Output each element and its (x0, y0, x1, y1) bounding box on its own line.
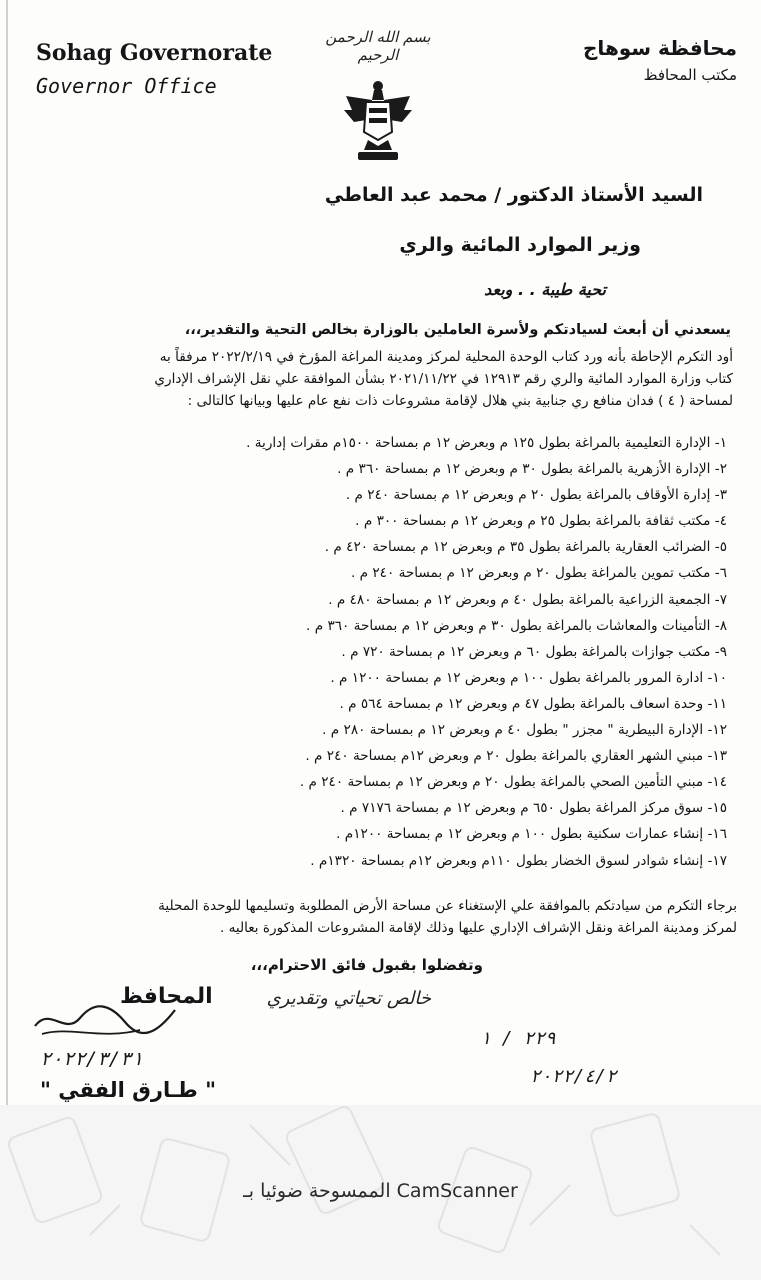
handwritten-note: خالص تحياتي وتقديري (266, 988, 431, 1009)
paragraph-line: كتاب وزارة الموارد المائية والري رقم ١٢٩١٣ في ٢٠٢١/١١/٢٢ بشأن الموافقة علي نقل الإشراف الإداري (154, 371, 733, 387)
greeting-line: تحية طيبة . . وبعد (484, 280, 606, 299)
list-item: ٧- الجمعية الزراعية بالمراغة بطول ٤٠ م وبعرض ١٢ م بمساحة ٤٨٠ م . (328, 591, 727, 608)
signature-title: المحافظ (120, 984, 213, 1009)
camscanner-label (0, 1180, 761, 1202)
list-item: ٨- التأمينات والمعاشات بالمراغة بطول ٣٠ م وبعرض ١٢ م بمساحة ٣٦٠ م . (306, 617, 727, 634)
closing-line: برجاء التكرم من سيادتكم بالموافقة علي الإستغناء عن مساحة الأرض المطلوبة وتسليمها للوحدة المحلية (158, 898, 737, 914)
list-item: ٣- إدارة الأوقاف بالمراغة بطول ٢٠ م وبعرض ١٢ م بمساحة ٢٤٠ م . (345, 487, 727, 504)
office-name-ar: مكتب المحافظ (643, 66, 737, 84)
list-item: ١١- وحدة اسعاف بالمراغة بطول ٤٧ م وبعرض ١٢ م بمساحة ٥٦٤ م . (339, 695, 727, 712)
regards-line: وتفضلوا بقبول فائق الاحترام،،، (250, 956, 483, 974)
governor-name: " طـارق الفقي " (40, 1078, 217, 1102)
list-item: ١٥- سوق مركز المراغة بطول ٦٥٠ م وبعرض ١٢ م بمساحة ٧١٧٦ م . (340, 800, 727, 817)
page-edge-shadow (6, 0, 8, 1105)
list-item: ٦- مكتب تموين بالمراغة بطول ٢٠ م وبعرض ١٢ م بمساحة ٢٤٠ م . (350, 565, 727, 582)
list-item: ١٧- إنشاء شوادر لسوق الخضار بطول ١١٠م وبعرض ١٢م بمساحة ١٣٢٠م . (310, 852, 727, 869)
minister-title: وزير الموارد المائية والري (399, 234, 641, 256)
handwritten-ref-date: ٢٠٢٢/٤/٢ (530, 1066, 617, 1087)
list-item: ١٦- إنشاء عمارات سكنية بطول ١٠٠ م وبعرض ١٢ م بمساحة ١٢٠٠م . (336, 826, 727, 843)
list-item: ١٣- مبني الشهر العقاري بالمراغة بطول ٢٠ م وبعرض ١٢م بمساحة ٢٤٠ م . (305, 748, 727, 765)
list-item: ١٢- الإدارة البيطرية " مجزر " بطول ٤٠ م وبعرض ١٢ م بمساحة ٢٨٠ م . (322, 722, 727, 739)
paragraph-line: لمساحة ( ٤ ) فدان منافع ري جنابية بني هلال لإقامة مشروعات ذات نفع عام عليها وبيانها كالتالى : (187, 393, 733, 409)
app-name: CamScanner (396, 1180, 518, 1202)
body-paragraph (24, 346, 733, 412)
projects-list (246, 430, 727, 874)
egypt-eagle-emblem-icon (338, 76, 418, 166)
scanned-by-text: الممسوحة ضوئيا بـ (243, 1180, 391, 1202)
intro-line: يسعدني أن أبعث لسيادتكم ولأسرة العاملين بالوزارة بخالص التحية والتقدير،،، (184, 322, 731, 338)
list-item: ١٠- ادارة المرور بالمراغة بطول ١٠٠ م وبعرض ١٢ م بمساحة ١٢٠٠ م . (330, 669, 727, 686)
signature-date: ٢٠٢٢/٣/٣١ (40, 1048, 143, 1070)
arabic-header (583, 36, 737, 84)
list-item: ٢- الإدارة الأزهرية بالمراغة بطول ٣٠ م وبعرض ١٢ م بمساحة ٣٦٠ م . (337, 461, 727, 478)
list-item: ١٤- مبني التأمين الصحي بالمراغة بطول ٢٠ م وبعرض ١٢ م بمساحة ٢٤٠ م . (299, 774, 727, 791)
basmala-calligraphy: بسم الله الرحمن الرحيم (325, 28, 431, 64)
paragraph-line: أود التكرم الإحاطة بأنه ورد كتاب الوحدة المحلية لمركز ومدينة المراغة المؤرخ في ٢٠٢٢/٢/١٩ مرفقاً به (159, 349, 733, 365)
list-item: ٤- مكتب ثقافة بالمراغة بطول ٢٥ م وبعرض ١٢ م بمساحة ٣٠٠ م . (355, 513, 727, 530)
office-name-en: Governor Office (36, 74, 217, 98)
addressee-line: السيد الأستاذ الدكتور / محمد عبد العاطي (324, 184, 703, 206)
list-item: ١- الإدارة التعليمية بالمراغة بطول ١٢٥ م وبعرض ١٢ م بمساحة ١٥٠٠م مقرات إدارية . (246, 435, 727, 451)
closing-line: لمركز ومدينة المراغة ونقل الإشراف الإداري عليها وذلك لإقامة المشروعات المذكورة بعاليه . (219, 920, 737, 936)
list-item: ٩- مكتب جوازات بالمراغة بطول ٦٠ م وبعرض ١٢ م بمساحة ٧٢٠ م . (341, 643, 727, 660)
governorate-name-en: Sohag Governorate (36, 40, 273, 66)
closing-paragraph (24, 895, 737, 939)
list-item: ٥- الضرائب العقارية بالمراغة بطول ٣٥ م وبعرض ١٢ م بمساحة ٤٢٠ م . (324, 539, 727, 556)
governorate-name-ar: محافظة سوهاج (583, 36, 737, 60)
handwritten-ref-number: ٢٢٩ / ١ (480, 1028, 556, 1049)
signature-scribble-icon (30, 996, 180, 1046)
english-header (36, 40, 272, 98)
